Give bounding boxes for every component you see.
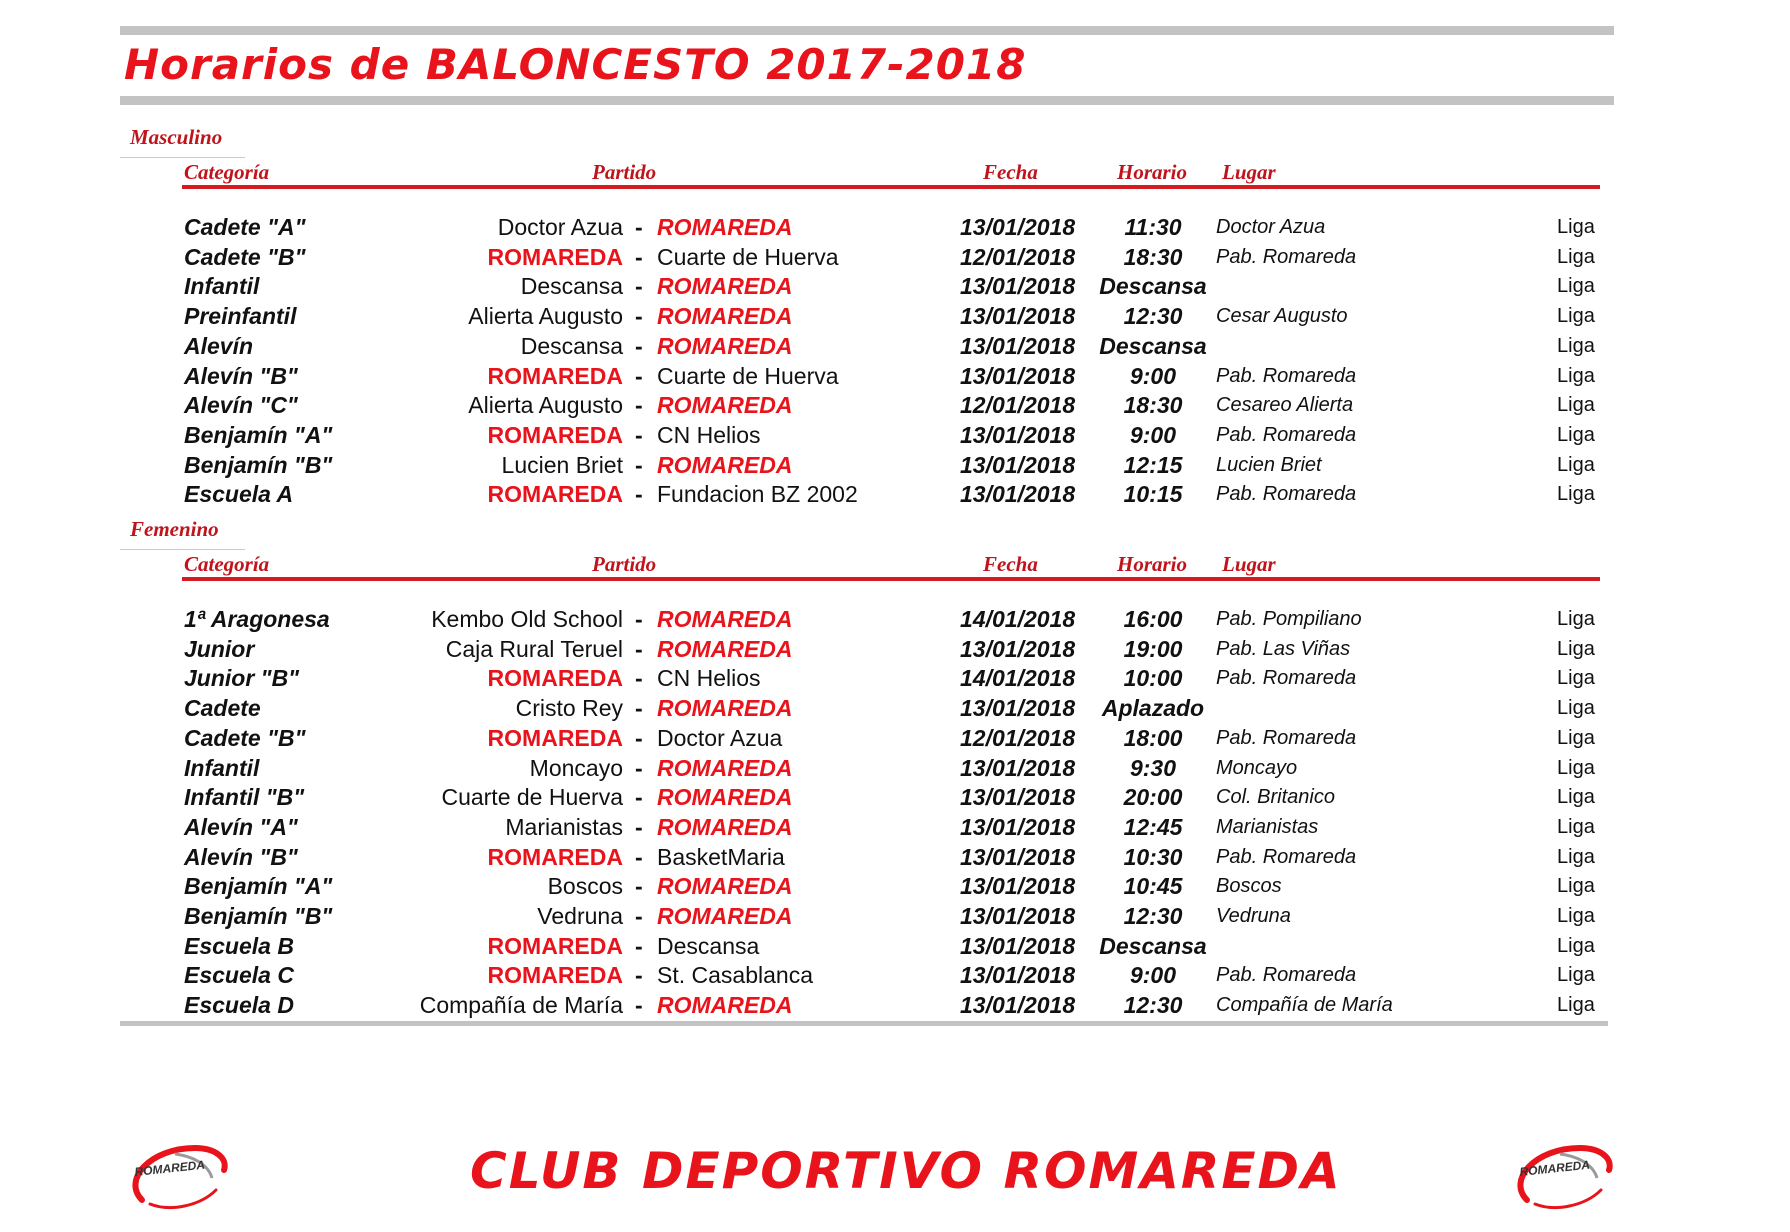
horario-cell: 9:00 xyxy=(1129,421,1177,448)
competition-cell: Liga xyxy=(1557,726,1595,749)
lugar-cell: Pab. Romareda xyxy=(1216,726,1357,749)
horario-cell: Aplazado xyxy=(1101,695,1205,722)
table-row xyxy=(0,901,1790,931)
competition-cell: Liga xyxy=(1557,275,1595,298)
home-team-cell: Lucien Briet xyxy=(501,451,623,478)
horario-cell: 18:00 xyxy=(1123,724,1183,751)
match-separator: - xyxy=(635,303,643,330)
fecha-cell: 13/01/2018 xyxy=(960,843,1076,870)
home-team-cell: Alierta Augusto xyxy=(468,303,623,330)
page-title: Horarios de BALONCESTO 2017-2018 xyxy=(124,40,1027,89)
lugar-cell: Cesar Augusto xyxy=(1216,305,1348,328)
match-separator: - xyxy=(635,843,643,870)
lugar-cell: Pab. Romareda xyxy=(1216,245,1357,268)
table-header-masculino xyxy=(0,160,1790,188)
home-team-cell: ROMAREDA xyxy=(487,243,623,270)
match-separator: - xyxy=(635,724,643,751)
away-team-cell: Descansa xyxy=(657,932,760,959)
away-team-cell: ROMAREDA xyxy=(657,903,793,929)
horario-cell: 18:30 xyxy=(1123,392,1183,419)
home-team-cell: ROMAREDA xyxy=(487,362,623,389)
away-team-cell: ROMAREDA xyxy=(657,606,793,632)
home-team-cell: Marianistas xyxy=(505,813,623,840)
match-separator: - xyxy=(635,784,643,811)
fecha-cell: 13/01/2018 xyxy=(960,754,1076,781)
title-underline-rule xyxy=(120,96,1614,105)
lugar-cell: Pab. Romareda xyxy=(1216,964,1357,987)
competition-cell: Liga xyxy=(1557,786,1595,809)
competition-cell: Liga xyxy=(1557,305,1595,328)
fecha-cell: 14/01/2018 xyxy=(960,665,1076,692)
table-row xyxy=(0,242,1790,272)
match-separator: - xyxy=(635,392,643,419)
competition-cell: Liga xyxy=(1557,667,1595,690)
competition-cell: Liga xyxy=(1557,423,1595,446)
home-team-cell: ROMAREDA xyxy=(487,665,623,692)
competition-cell: Liga xyxy=(1557,964,1595,987)
table-row xyxy=(0,634,1790,664)
header-categoria: Categoría xyxy=(184,552,270,576)
fecha-cell: 13/01/2018 xyxy=(960,962,1076,989)
header-fecha: Fecha xyxy=(983,160,1038,184)
categoria-cell: Cadete xyxy=(184,695,261,722)
club-logo-left xyxy=(120,1140,230,1215)
lugar-cell: Doctor Azua xyxy=(1216,216,1326,238)
lugar-cell: Boscos xyxy=(1216,875,1282,898)
away-team-cell: Fundacion BZ 2002 xyxy=(657,481,858,508)
horario-cell: 11:30 xyxy=(1124,214,1182,240)
header-categoria: Categoría xyxy=(184,160,270,184)
horario-cell: 10:15 xyxy=(1123,481,1183,508)
table-row xyxy=(0,479,1790,509)
fecha-cell: 13/01/2018 xyxy=(960,273,1076,300)
section-label-masculino: Masculino xyxy=(130,125,223,149)
fecha-cell: 13/01/2018 xyxy=(960,992,1076,1019)
horario-cell: 10:00 xyxy=(1123,665,1183,692)
away-team-cell: CN Helios xyxy=(657,665,761,692)
lugar-cell: Vedruna xyxy=(1216,905,1291,927)
categoria-cell: Infantil xyxy=(184,273,260,300)
home-team-cell: ROMAREDA xyxy=(487,481,623,508)
horario-cell: 12:15 xyxy=(1123,451,1183,478)
header-fecha: Fecha xyxy=(983,552,1038,576)
fecha-cell: 13/01/2018 xyxy=(960,813,1076,840)
home-team-cell: Moncayo xyxy=(529,754,623,781)
match-separator: - xyxy=(635,813,643,840)
table-row xyxy=(0,331,1790,361)
home-team-cell: ROMAREDA xyxy=(487,843,623,870)
match-separator: - xyxy=(635,481,643,508)
away-team-cell: CN Helios xyxy=(657,421,761,448)
fecha-cell: 13/01/2018 xyxy=(960,451,1076,478)
horario-cell: 12:30 xyxy=(1123,903,1183,929)
categoria-cell: Infantil xyxy=(184,754,260,781)
fecha-cell: 13/01/2018 xyxy=(960,873,1076,900)
home-team-cell: ROMAREDA xyxy=(487,421,623,448)
fecha-cell: 13/01/2018 xyxy=(960,635,1076,662)
competition-cell: Liga xyxy=(1557,845,1595,868)
lugar-cell: Pab. Romareda xyxy=(1216,483,1357,506)
fecha-cell: 13/01/2018 xyxy=(960,303,1076,330)
competition-cell: Liga xyxy=(1557,875,1595,898)
away-team-cell: ROMAREDA xyxy=(657,303,793,330)
fecha-cell: 14/01/2018 xyxy=(960,606,1076,632)
horario-cell: 9:00 xyxy=(1129,362,1177,389)
categoria-cell: Escuela A xyxy=(184,481,294,508)
categoria-cell: Benjamín "B" xyxy=(184,903,333,929)
categoria-cell: Benjamín "B" xyxy=(184,451,333,478)
header-horario: Horario xyxy=(1117,160,1188,184)
header-partido: Partido xyxy=(592,160,657,184)
table-row xyxy=(0,842,1790,872)
categoria-cell: Alevín "B" xyxy=(184,362,298,389)
categoria-cell: Infantil "B" xyxy=(184,784,305,811)
fecha-cell: 12/01/2018 xyxy=(960,392,1076,419)
away-team-cell: ROMAREDA xyxy=(657,273,793,300)
section-rule-masculino xyxy=(120,157,245,158)
lugar-cell: Pab. Romareda xyxy=(1216,667,1357,690)
away-team-cell: ROMAREDA xyxy=(657,214,793,240)
categoria-cell: Escuela B xyxy=(184,932,294,959)
table-row xyxy=(0,390,1790,420)
away-team-cell: ROMAREDA xyxy=(657,695,793,722)
table-row xyxy=(0,723,1790,753)
home-team-cell: ROMAREDA xyxy=(487,962,623,989)
competition-cell: Liga xyxy=(1557,245,1595,268)
categoria-cell: Alevín xyxy=(184,332,254,359)
competition-cell: Liga xyxy=(1557,637,1595,660)
table-row xyxy=(0,271,1790,301)
lugar-cell: Cesareo Alierta xyxy=(1216,394,1354,417)
competition-cell: Liga xyxy=(1557,934,1595,957)
categoria-cell: Cadete "A" xyxy=(184,214,306,240)
home-team-cell: Kembo Old School xyxy=(431,606,623,632)
categoria-cell: Junior xyxy=(184,635,255,662)
table-row xyxy=(0,812,1790,842)
match-separator: - xyxy=(635,962,643,989)
horario-cell: Descansa xyxy=(1099,332,1207,359)
competition-cell: Liga xyxy=(1557,216,1595,238)
club-logo-right xyxy=(1505,1140,1615,1215)
match-separator: - xyxy=(635,932,643,959)
away-team-cell: ROMAREDA xyxy=(657,754,793,781)
fecha-cell: 12/01/2018 xyxy=(960,724,1076,751)
header-horario: Horario xyxy=(1117,552,1188,576)
away-team-cell: BasketMaria xyxy=(657,843,785,870)
table-row xyxy=(0,990,1790,1020)
home-team-cell: Vedruna xyxy=(537,903,623,929)
categoria-cell: Escuela D xyxy=(184,992,294,1019)
home-team-cell: Cuarte de Huerva xyxy=(441,784,623,811)
match-separator: - xyxy=(635,635,643,662)
match-separator: - xyxy=(635,332,643,359)
competition-cell: Liga xyxy=(1557,608,1595,630)
top-rule xyxy=(120,26,1614,35)
table-row xyxy=(0,693,1790,723)
fecha-cell: 12/01/2018 xyxy=(960,243,1076,270)
horario-cell: 10:45 xyxy=(1123,873,1183,900)
match-separator: - xyxy=(635,903,643,929)
categoria-cell: Cadete "B" xyxy=(184,724,306,751)
match-separator: - xyxy=(635,451,643,478)
competition-cell: Liga xyxy=(1557,697,1595,720)
match-separator: - xyxy=(635,243,643,270)
header-partido: Partido xyxy=(592,552,657,576)
away-team-cell: St. Casablanca xyxy=(657,962,813,989)
horario-cell: 12:45 xyxy=(1123,813,1183,840)
table-row xyxy=(0,604,1790,634)
horario-cell: 12:30 xyxy=(1123,303,1183,330)
table-row xyxy=(0,301,1790,331)
categoria-cell: Escuela C xyxy=(184,962,294,989)
fecha-cell: 13/01/2018 xyxy=(960,362,1076,389)
home-team-cell: Boscos xyxy=(547,873,623,900)
table-row xyxy=(0,753,1790,783)
table-row xyxy=(0,663,1790,693)
horario-cell: Descansa xyxy=(1099,932,1207,959)
bottom-rule xyxy=(120,1021,1608,1026)
horario-cell: 18:30 xyxy=(1123,243,1183,270)
match-separator: - xyxy=(635,273,643,300)
away-team-cell: ROMAREDA xyxy=(657,451,793,478)
fecha-cell: 13/01/2018 xyxy=(960,332,1076,359)
competition-cell: Liga xyxy=(1557,483,1595,506)
away-team-cell: Cuarte de Huerva xyxy=(657,362,839,389)
away-team-cell: ROMAREDA xyxy=(657,992,793,1019)
fecha-cell: 13/01/2018 xyxy=(960,784,1076,811)
header-line-femenino xyxy=(182,577,1600,581)
logo-text: ROMAREDA xyxy=(133,1157,206,1179)
away-team-cell: ROMAREDA xyxy=(657,813,793,840)
lugar-cell: Compañía de María xyxy=(1216,994,1393,1017)
lugar-cell: Pab. Romareda xyxy=(1216,364,1357,387)
home-team-cell: Alierta Augusto xyxy=(468,392,623,419)
fecha-cell: 13/01/2018 xyxy=(960,421,1076,448)
away-team-cell: ROMAREDA xyxy=(657,784,793,811)
table-row xyxy=(0,361,1790,391)
header-lugar: Lugar xyxy=(1222,552,1276,576)
match-separator: - xyxy=(635,873,643,900)
away-team-cell: ROMAREDA xyxy=(657,873,793,900)
away-team-cell: ROMAREDA xyxy=(657,635,793,662)
horario-cell: 19:00 xyxy=(1123,635,1183,662)
competition-cell: Liga xyxy=(1557,905,1595,927)
lugar-cell: Moncayo xyxy=(1216,756,1298,779)
home-team-cell: Doctor Azua xyxy=(497,214,623,240)
home-team-cell: Descansa xyxy=(520,332,623,359)
match-separator: - xyxy=(635,695,643,722)
header-line-masculino xyxy=(182,185,1600,189)
categoria-cell: Cadete "B" xyxy=(184,243,306,270)
categoria-cell: Benjamín "A" xyxy=(184,873,333,900)
categoria-cell: Alevín "C" xyxy=(184,392,298,419)
table-row xyxy=(0,960,1790,990)
lugar-cell: Lucien Briet xyxy=(1216,453,1322,476)
away-team-cell: ROMAREDA xyxy=(657,332,793,359)
home-team-cell: Cristo Rey xyxy=(515,695,623,722)
fecha-cell: 13/01/2018 xyxy=(960,214,1076,240)
lugar-cell: Pab. Romareda xyxy=(1216,845,1357,868)
logo-text: ROMAREDA xyxy=(1518,1157,1591,1179)
match-separator: - xyxy=(635,754,643,781)
horario-cell: 12:30 xyxy=(1123,992,1183,1019)
away-team-cell: Doctor Azua xyxy=(657,724,783,751)
lugar-cell: Pab. Pompiliano xyxy=(1216,608,1362,630)
categoria-cell: Alevín "B" xyxy=(184,843,298,870)
fecha-cell: 13/01/2018 xyxy=(960,932,1076,959)
club-name: CLUB DEPORTIVO ROMAREDA xyxy=(470,1142,1342,1200)
horario-cell: 10:30 xyxy=(1123,843,1183,870)
competition-cell: Liga xyxy=(1557,994,1595,1017)
table-row xyxy=(0,420,1790,450)
categoria-cell: Preinfantil xyxy=(184,303,297,330)
match-separator: - xyxy=(635,992,643,1019)
header-lugar: Lugar xyxy=(1222,160,1276,184)
fecha-cell: 13/01/2018 xyxy=(960,903,1076,929)
away-team-cell: Cuarte de Huerva xyxy=(657,243,839,270)
lugar-cell: Pab. Las Viñas xyxy=(1216,637,1351,660)
fecha-cell: 13/01/2018 xyxy=(960,695,1076,722)
table-row xyxy=(0,871,1790,901)
table-row xyxy=(0,212,1790,242)
section-rule-femenino xyxy=(120,549,245,550)
categoria-cell: Junior "B" xyxy=(184,665,300,692)
table-header-femenino xyxy=(0,552,1790,580)
horario-cell: 9:00 xyxy=(1129,962,1177,989)
table-row xyxy=(0,450,1790,480)
match-separator: - xyxy=(635,362,643,389)
competition-cell: Liga xyxy=(1557,364,1595,387)
competition-cell: Liga xyxy=(1557,453,1595,476)
section-label-femenino: Femenino xyxy=(130,517,219,541)
away-team-cell: ROMAREDA xyxy=(657,392,793,419)
match-separator: - xyxy=(635,214,643,240)
home-team-cell: Caja Rural Teruel xyxy=(445,635,623,662)
horario-cell: 20:00 xyxy=(1123,784,1183,811)
table-row xyxy=(0,931,1790,961)
horario-cell: 16:00 xyxy=(1123,606,1183,632)
categoria-cell: Benjamín "A" xyxy=(184,421,333,448)
home-team-cell: Compañía de María xyxy=(419,992,623,1019)
home-team-cell: Descansa xyxy=(520,273,623,300)
home-team-cell: ROMAREDA xyxy=(487,932,623,959)
table-row xyxy=(0,782,1790,812)
categoria-cell: 1ª Aragonesa xyxy=(184,606,330,632)
match-separator: - xyxy=(635,421,643,448)
competition-cell: Liga xyxy=(1557,394,1595,417)
match-separator: - xyxy=(635,665,643,692)
categoria-cell: Alevín "A" xyxy=(184,813,298,840)
fecha-cell: 13/01/2018 xyxy=(960,481,1076,508)
competition-cell: Liga xyxy=(1557,815,1595,838)
competition-cell: Liga xyxy=(1557,756,1595,779)
lugar-cell: Marianistas xyxy=(1216,815,1319,838)
horario-cell: 9:30 xyxy=(1129,754,1177,781)
lugar-cell: Pab. Romareda xyxy=(1216,423,1357,446)
lugar-cell: Col. Britanico xyxy=(1216,786,1335,809)
horario-cell: Descansa xyxy=(1099,273,1207,300)
match-separator: - xyxy=(635,606,643,632)
home-team-cell: ROMAREDA xyxy=(487,724,623,751)
competition-cell: Liga xyxy=(1557,334,1595,357)
